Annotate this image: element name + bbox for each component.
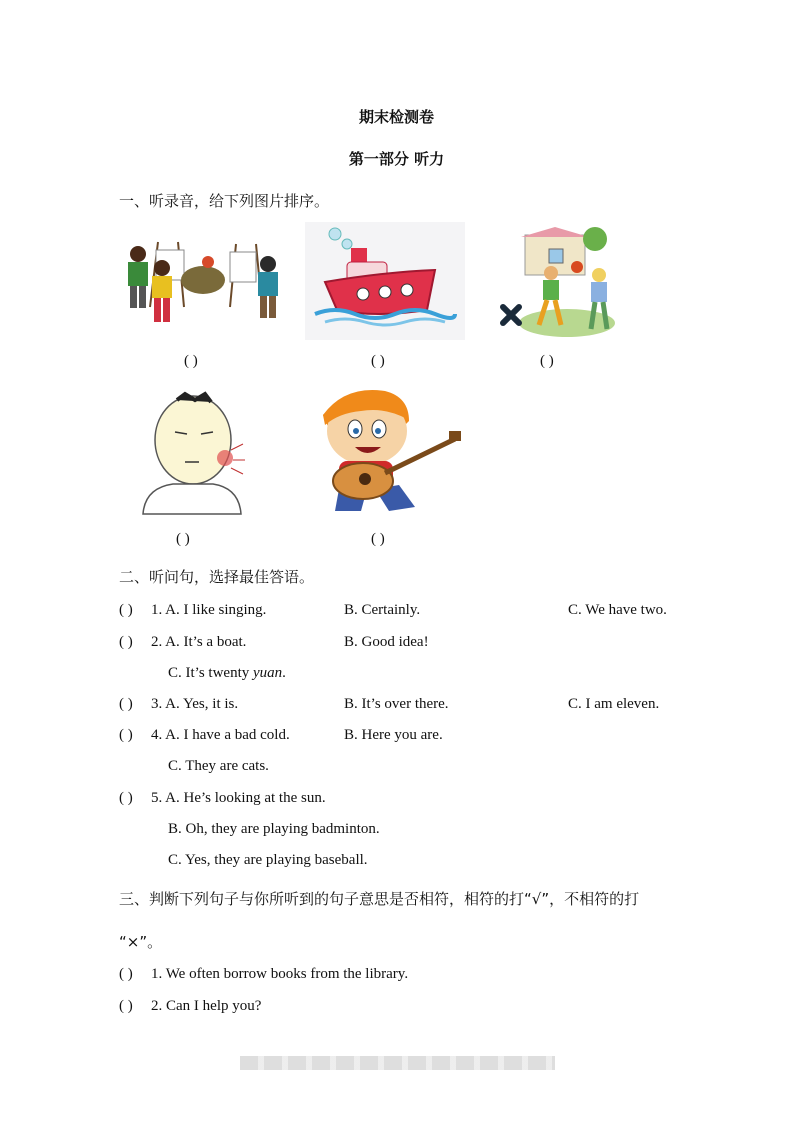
option-a: 4. A. I have a bad cold. xyxy=(151,727,290,743)
option-b: B. Certainly. xyxy=(344,602,421,618)
option-c: C. I am eleven. xyxy=(568,696,660,712)
statement: 1. We often borrow books from the library. xyxy=(151,966,409,982)
playing-ball-crossed-image xyxy=(497,225,617,337)
option-a: 2. A. It’s a boat. xyxy=(151,634,247,650)
answer-paren[interactable]: ( ) xyxy=(176,531,190,547)
option-c: C. It’s twenty yuan. xyxy=(168,665,286,681)
painting-children-image xyxy=(118,232,283,327)
option-b: B. Oh, they are playing badminton. xyxy=(168,821,380,837)
boy-guitar-image xyxy=(305,385,465,517)
part1-instruction: 一、听录音，给下列图片排序。 xyxy=(119,192,330,210)
answer-paren[interactable]: ( ) xyxy=(119,696,133,712)
answer-paren[interactable]: ( ) xyxy=(119,602,133,618)
option-b: B. Here you are. xyxy=(344,727,443,743)
answer-paren[interactable]: ( ) xyxy=(371,531,385,547)
option-a: 5. A. He’s looking at the sun. xyxy=(151,790,326,806)
option-a: 1. A. I like singing. xyxy=(151,602,267,618)
part3-instruction: 三、判断下列句子与你所听到的句子意思是否相符，相符的打“√”，不相符的打 xyxy=(119,890,640,908)
boy-toothache-image xyxy=(133,390,248,515)
answer-paren[interactable]: ( ) xyxy=(119,998,133,1014)
option-a: 3. A. Yes, it is. xyxy=(151,696,239,712)
answer-paren[interactable]: ( ) xyxy=(119,790,133,806)
blurred-footer xyxy=(240,1056,555,1070)
option-c: C. We have two. xyxy=(568,602,667,618)
option-c: C. Yes, they are playing baseball. xyxy=(168,852,368,868)
cross-icon xyxy=(503,307,519,323)
part-title: 第一部分 听力 xyxy=(348,150,445,168)
part3-instruction-cont: “×”。 xyxy=(119,933,163,951)
answer-paren[interactable]: ( ) xyxy=(119,966,133,982)
option-b: B. Good idea! xyxy=(344,634,429,650)
answer-paren[interactable]: ( ) xyxy=(371,353,385,369)
answer-paren[interactable]: ( ) xyxy=(184,353,198,369)
toy-boat-image xyxy=(305,222,465,340)
part2-instruction: 二、听问句，选择最佳答语。 xyxy=(119,568,315,586)
statement: 2. Can I help you? xyxy=(151,998,262,1014)
answer-paren[interactable]: ( ) xyxy=(119,727,133,743)
option-b: B. It’s over there. xyxy=(344,696,449,712)
option-c: C. They are cats. xyxy=(168,758,269,774)
answer-paren[interactable]: ( ) xyxy=(540,353,554,369)
page-title: 期末检测卷 xyxy=(358,108,434,126)
answer-paren[interactable]: ( ) xyxy=(119,634,133,650)
